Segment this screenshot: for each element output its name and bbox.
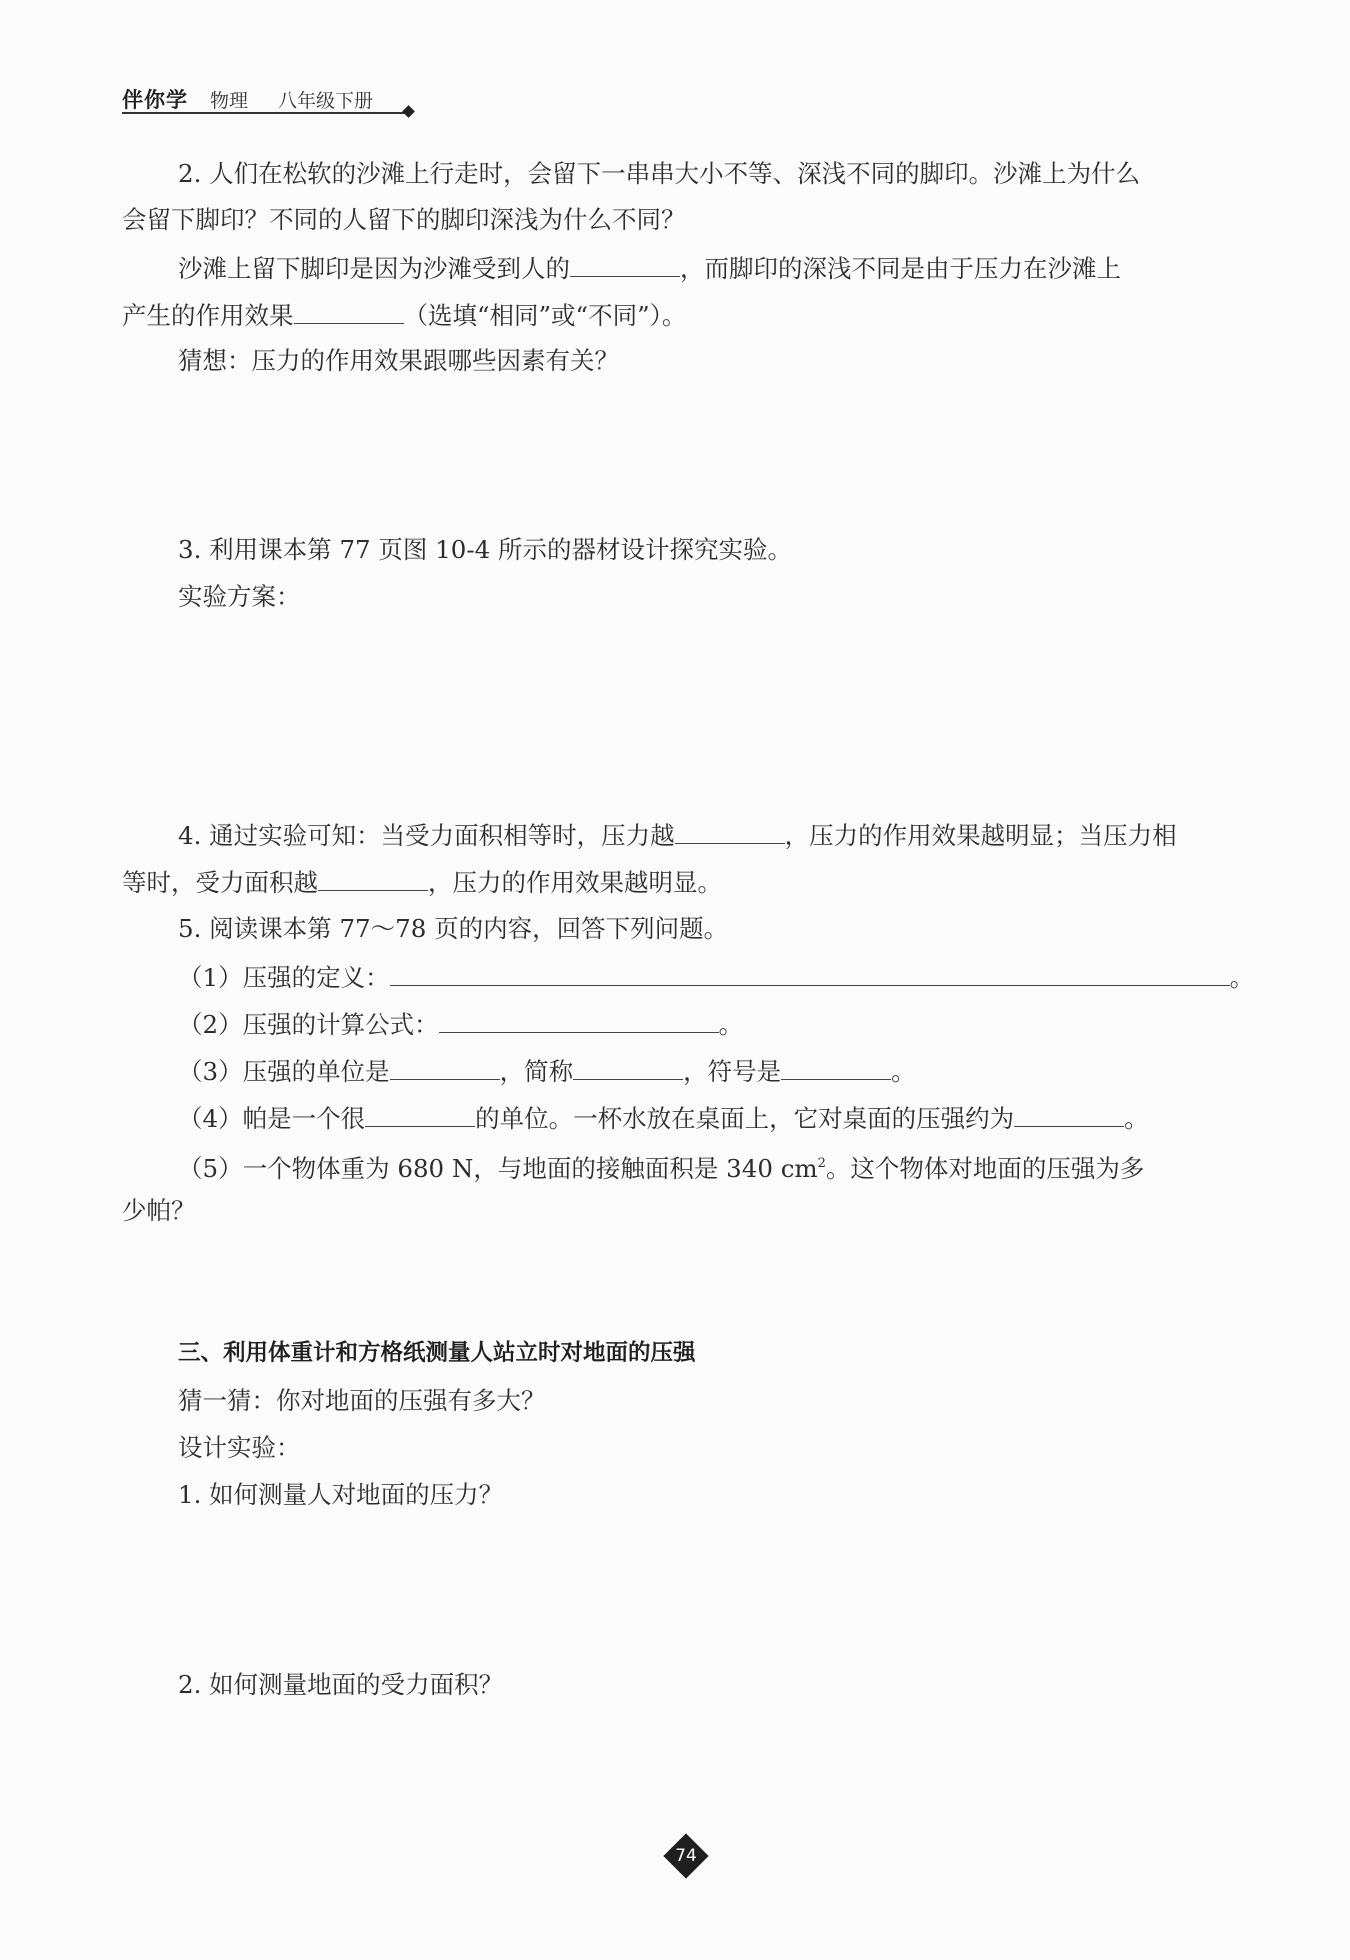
period: 。 — [1124, 1104, 1149, 1133]
q5-p4-b: 的单位。一杯水放在桌面上，它对桌面的压强约为 — [475, 1104, 1015, 1133]
period: 。 — [1229, 963, 1255, 992]
section-title: 三、利用体重计和方格纸测量人站立时对地面的压强 — [178, 1340, 696, 1366]
answer-blank[interactable] — [390, 1053, 500, 1080]
q5-p1-label: （1）压强的定义： — [178, 963, 390, 992]
header-rule — [122, 112, 408, 114]
q2-answer-line2 — [122, 297, 686, 333]
page-number-text: 74 — [675, 1846, 697, 1866]
answer-blank[interactable] — [318, 864, 428, 891]
answer-blank[interactable] — [781, 1053, 891, 1080]
page-header — [122, 82, 412, 122]
q2-line2: 会留下脚印？不同的人留下的脚印深浅为什么不同？ — [122, 205, 686, 234]
answer-blank[interactable] — [365, 1100, 475, 1127]
q5-p3-c: ，符号是 — [683, 1057, 782, 1086]
section3-q1: 1. 如何测量人对地面的压力？ — [178, 1480, 504, 1509]
superscript: 2 — [817, 1156, 826, 1171]
q2-answer-a: 沙滩上留下脚印是因为沙滩受到人的 — [178, 254, 570, 283]
q2-answer-c: 产生的作用效果 — [122, 301, 294, 330]
q5-p3 — [178, 1053, 916, 1089]
q3-plan: 实验方案： — [178, 582, 301, 611]
q5-p3-b: ，简称 — [499, 1057, 574, 1086]
answer-blank[interactable] — [390, 959, 1230, 986]
diamond-icon — [402, 105, 415, 118]
answer-blank[interactable] — [439, 1006, 719, 1033]
q2-guess: 猜想：压力的作用效果跟哪些因素有关？ — [178, 346, 619, 375]
q5-p2 — [178, 1006, 743, 1042]
q5-p3-a: （3）压强的单位是 — [178, 1057, 390, 1086]
q3-line1: 3. 利用课本第 77 页图 10-4 所示的器材设计探究实验。 — [178, 535, 793, 564]
q2-answer-line — [178, 250, 1121, 286]
q5-intro: 5. 阅读课本第 77～78 页的内容，回答下列问题。 — [178, 914, 729, 943]
q5-p5-line2: 少帕？ — [122, 1196, 196, 1225]
q4-a: 4. 通过实验可知：当受力面积相等时，压力越 — [178, 821, 675, 850]
q2-line1: 2. 人们在松软的沙滩上行走时，会留下一串串大小不等、深浅不同的脚印。沙滩上为什么 — [178, 159, 1141, 188]
brand-title: 伴你学 — [122, 88, 188, 112]
answer-blank[interactable] — [570, 250, 680, 277]
grade-label: 八年级下册 — [278, 90, 374, 112]
q5-p4 — [178, 1100, 1149, 1136]
q5-p5 — [178, 1147, 1144, 1186]
section3-design: 设计实验： — [178, 1433, 301, 1462]
q2-answer-d: （选填“相同”或“不同”）。 — [403, 301, 687, 330]
q5-p2-label: （2）压强的计算公式： — [178, 1010, 439, 1039]
subject-label: 物理 — [210, 90, 249, 112]
page-number — [664, 1834, 708, 1878]
period: 。 — [891, 1057, 916, 1086]
section3-q2: 2. 如何测量地面的受力面积？ — [178, 1670, 504, 1699]
q4-c: 等时，受力面积越 — [122, 868, 318, 897]
period: 。 — [718, 1010, 744, 1039]
answer-blank[interactable] — [573, 1053, 683, 1080]
q4-d: ，压力的作用效果越明显。 — [428, 868, 722, 897]
q2-answer-b: ，而脚印的深浅不同是由于压力在沙滩上 — [680, 254, 1121, 283]
q5-p4-a: （4）帕是一个很 — [178, 1104, 366, 1133]
q4-line2 — [122, 864, 722, 900]
q5-p1 — [178, 959, 1254, 995]
answer-blank[interactable] — [1014, 1100, 1124, 1127]
q5-p5-a: （5）一个物体重为 680 N，与地面的接触面积是 340 cm — [178, 1154, 818, 1183]
answer-blank[interactable] — [294, 297, 404, 324]
q5-p5-b: 。这个物体对地面的压强为多 — [825, 1154, 1145, 1183]
section3-guess: 猜一猜：你对地面的压强有多大？ — [178, 1386, 546, 1415]
answer-blank[interactable] — [675, 817, 785, 844]
q4-line1 — [178, 817, 1177, 853]
q4-b: ，压力的作用效果越明显；当压力相 — [784, 821, 1177, 850]
